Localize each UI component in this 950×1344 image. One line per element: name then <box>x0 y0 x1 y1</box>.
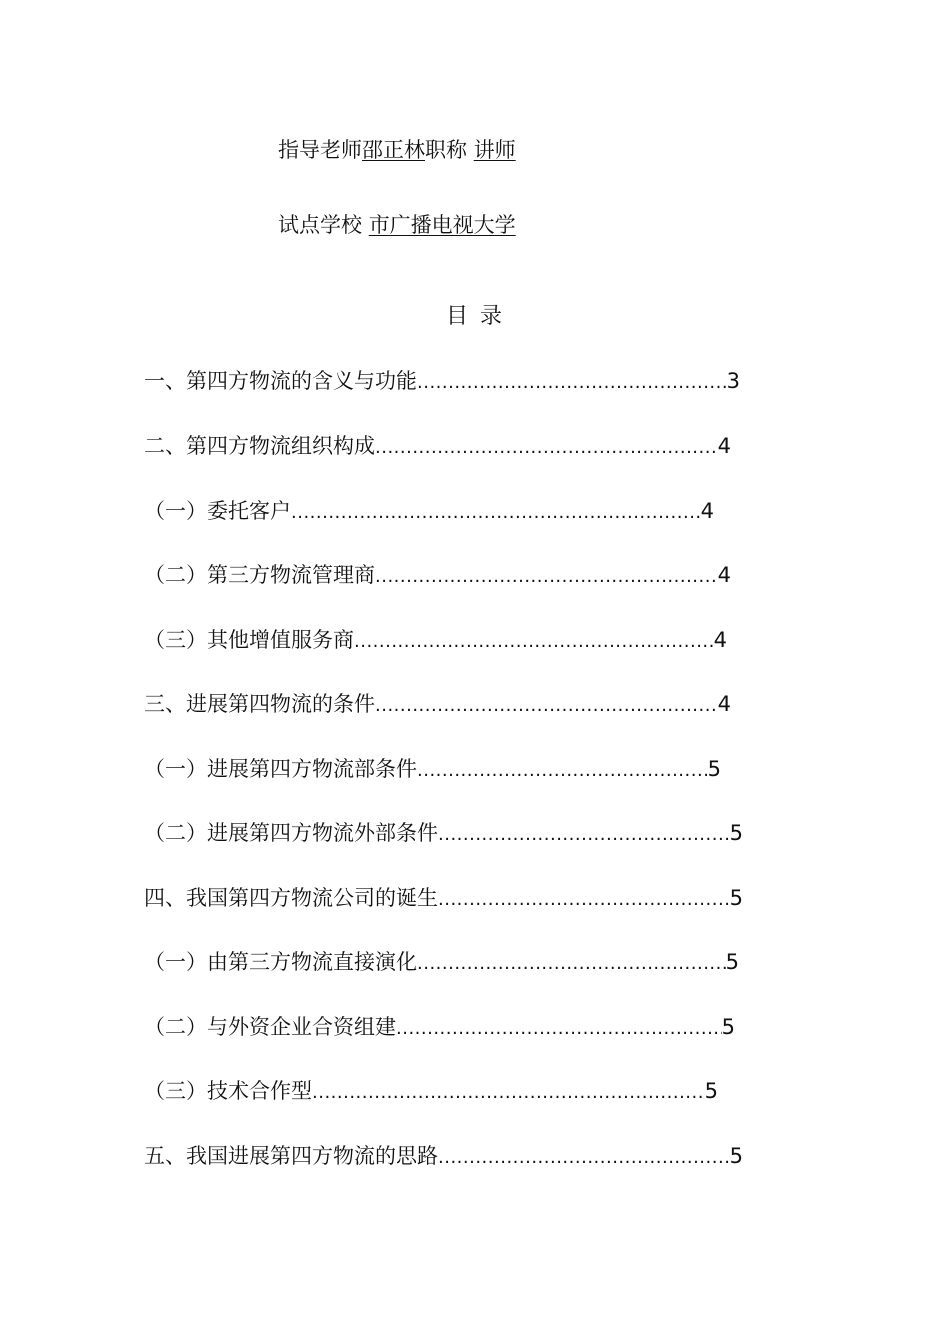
toc-leader-dots <box>417 371 727 395</box>
advisor-line <box>278 136 516 164</box>
toc-entry-page: 4 <box>717 692 731 716</box>
toc-entry-page: 5 <box>721 1015 735 1039</box>
school-label: 试点学校 <box>278 213 362 237</box>
toc-leader-dots <box>375 565 718 589</box>
title-value: 讲师 <box>473 138 516 162</box>
toc-leader-dots <box>417 952 726 976</box>
toc-entry[interactable] <box>144 690 731 718</box>
toc-entry-label: （三）其他增值服务商 <box>144 628 354 652</box>
toc-entry-page: 5 <box>707 757 721 781</box>
toc-entry-label: （一）进展第四方物流部条件 <box>144 757 417 781</box>
toc-leader-dots <box>354 630 714 654</box>
toc-entry-page: 4 <box>700 499 714 523</box>
toc-entry[interactable] <box>144 561 731 589</box>
toc-entry-page: 4 <box>717 434 731 458</box>
toc-entry-label: （二）与外资企业合资组建 <box>144 1015 396 1039</box>
toc-entry-page: 4 <box>713 628 727 652</box>
toc-entry[interactable] <box>144 948 739 976</box>
toc-leader-dots <box>438 888 730 912</box>
toc-entry[interactable] <box>144 1077 718 1105</box>
toc-entry-label: 一、第四方物流的含义与功能 <box>144 369 417 393</box>
toc-entry-label: 二、第四方物流组织构成 <box>144 434 375 458</box>
toc-entry-page: 5 <box>729 1144 743 1168</box>
toc-entry[interactable] <box>144 819 743 847</box>
toc-entry-label: （三）技术合作型 <box>144 1079 312 1103</box>
advisor-label: 指导老师 <box>278 138 362 162</box>
toc-entry[interactable] <box>144 432 731 460</box>
toc-entry-page: 4 <box>717 563 731 587</box>
toc-entry[interactable] <box>144 755 721 783</box>
toc-entry-label: （一）由第三方物流直接演化 <box>144 950 417 974</box>
toc-leader-dots <box>438 823 730 847</box>
school-line <box>278 211 516 239</box>
advisor-name: 邵正林 <box>362 138 425 162</box>
toc-title: 目录 <box>446 304 515 329</box>
toc-leader-dots <box>438 1146 730 1170</box>
toc-entry-page: 5 <box>704 1079 718 1103</box>
toc-entry-label: （二）进展第四方物流外部条件 <box>144 821 438 845</box>
toc-entry-label: 五、我国进展第四方物流的思路 <box>144 1144 438 1168</box>
toc-entry-label: 四、我国第四方物流公司的诞生 <box>144 886 438 910</box>
toc-entry[interactable] <box>144 626 727 654</box>
toc-entry[interactable] <box>144 884 743 912</box>
toc-entry-label: （一）委托客户 <box>144 499 291 523</box>
school-value: 市广播电视大学 <box>368 213 516 237</box>
toc-leader-dots <box>291 501 701 525</box>
toc-leader-dots <box>375 436 718 460</box>
toc-leader-dots <box>396 1017 722 1041</box>
toc-leader-dots <box>375 694 718 718</box>
toc-entry[interactable] <box>144 1142 743 1170</box>
toc-entry-page: 5 <box>729 886 743 910</box>
toc-entry-page: 5 <box>729 821 743 845</box>
toc-entry[interactable] <box>144 367 740 395</box>
toc-leader-dots <box>312 1081 705 1105</box>
toc-entry-page: 3 <box>726 369 740 393</box>
toc-entry-label: （二）第三方物流管理商 <box>144 563 375 587</box>
toc-entry-label: 三、进展第四物流的条件 <box>144 692 375 716</box>
toc-leader-dots <box>417 759 708 783</box>
title-label: 职称 <box>425 138 467 162</box>
toc-entry-page: 5 <box>725 950 739 974</box>
toc-entry[interactable] <box>144 497 714 525</box>
toc-entry[interactable] <box>144 1013 735 1041</box>
